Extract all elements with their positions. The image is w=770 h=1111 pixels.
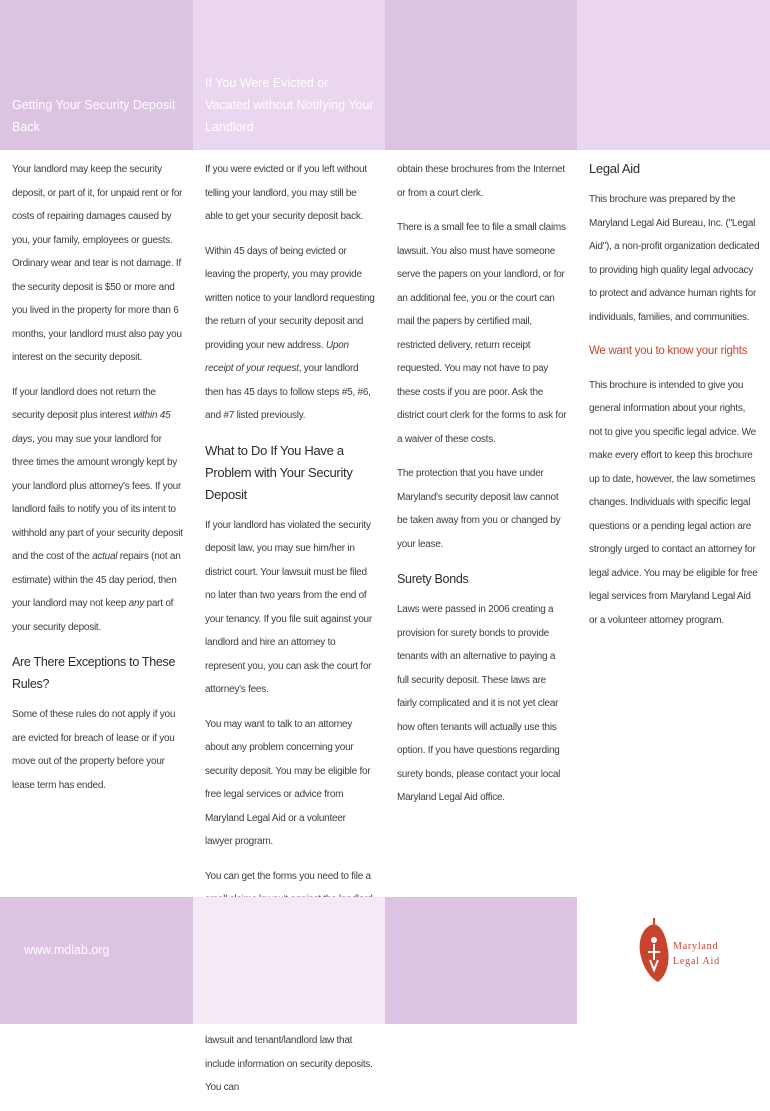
- section-heading: What to Do If You Have a Problem with Your Security Deposit: [205, 442, 353, 502]
- panel-2: [193, 0, 385, 1093]
- text-span: repairs (not an estimate) within the 45 day period, then your landlord may not keep: [12, 551, 181, 609]
- text-span: If your landlord does not return the security deposit plus interest: [12, 386, 156, 421]
- header-band: [0, 0, 193, 150]
- text-span: , your landlord then has 45 days to follow steps #5, #6, and #7 listed previously.: [205, 363, 371, 421]
- footer-band: [385, 897, 577, 1024]
- paragraph: You may want to talk to an attorney about any problem concerning your security deposit. You may be eligible for free legal services or advice from Maryland Legal Aid or a volunteer lawyer program.: [205, 718, 371, 847]
- emphasis: any: [128, 598, 145, 609]
- paragraph: Laws were passed in 2006 creating a provision for surety bonds to provide tenants with an alternative to paying a full security deposit. These laws are fairly complicated and it is not yet clear how often tenants will actually use this option. If you have questions regarding surety bonds, please contact your local Maryland Legal Aid office.: [397, 604, 561, 803]
- panel-4-body: [589, 158, 760, 643]
- panel-1: [0, 0, 193, 1024]
- paragraph: Some of these rules do not apply if you are evicted for breach of lease or if you move out of the property before your lease term has ended.: [12, 709, 176, 791]
- header-band: [577, 0, 770, 150]
- logo-line: Maryland: [673, 941, 719, 952]
- panel-3-body: [397, 158, 567, 821]
- paragraph: The protection that you have under Maryland's security deposit law cannot be taken away from you or changed by your lease.: [397, 468, 561, 550]
- maryland-legal-aid-logo: [636, 916, 756, 986]
- text-span: part of your security deposit.: [12, 598, 174, 633]
- header-band: [193, 0, 385, 150]
- accent-heading: We want you to know your rights: [589, 345, 748, 357]
- emphasis: within 45 days: [12, 410, 171, 445]
- panel-4: [577, 0, 770, 1024]
- footer-band: [0, 897, 193, 1024]
- section-title: Getting Your Security Deposit Back: [12, 98, 176, 134]
- logo-line: Legal Aid: [673, 956, 720, 967]
- website-link[interactable]: www.mdlab.org: [24, 943, 110, 957]
- paragraph: [12, 381, 183, 640]
- paragraph: Your landlord may keep the security deposit, or part of it, for unpaid rent or for costs of repairing damages caused by you, your family, employees or guests. Ordinary wear and tear is not damage. If the security deposit is $50 or more and you lived in the property for more than 6 months, your landlord must also pay you interest on the security deposit.: [12, 164, 183, 363]
- paragraph: If your landlord has violated the security deposit law, you may sue him/her in district court. Your lawsuit must be filed no later than two years from the end of your tenancy. If you file suit against your landlord and hire an attorney to represent you, you can ask the court for attorney's fees.: [205, 519, 372, 695]
- paragraph: There is a small fee to file a small claims lawsuit. You also must have someone serve the papers on your landlord, or for an additional fee, you or the court can mail the papers by certified mail, restricted delivery, return receipt requested. You may not have to pay these costs if you are poor. Ask the district court clerk for the forms to ask for a waiver of these costs.: [397, 222, 567, 445]
- logo-text: [673, 939, 720, 969]
- paragraph: This brochure was prepared by the Maryland Legal Aid Bureau, Inc. ("Legal Aid"), a non-profit organization dedicated to providing high quality legal advocacy to protect and advance human rights for individuals, families, and communities.: [589, 194, 760, 323]
- section-heading: Surety Bonds: [397, 572, 469, 586]
- panel-1-body: [12, 158, 183, 808]
- paragraph: You can get the forms you need to file a lawsuit and tenant/landlord law that include information on security deposits. You can: [205, 870, 373, 1093]
- paragraph: This brochure is intended to give you general information about your rights, not to give you specific legal advice. We make every effort to keep this brochure up to date, however, the law sometimes changes. Individuals with specific legal questions or a pending legal action are strongly urged to contact an attorney for legal advice. You may be eligible for free legal services from Maryland Legal Aid or a volunteer attorney program.: [589, 379, 758, 626]
- text-span: Within 45 days of being evicted or leaving the property, you may provide written notice to your landlord requesting the return of your security deposit and providing your new address.: [205, 245, 375, 351]
- section-heading: Legal Aid: [589, 161, 640, 176]
- header-band: [385, 0, 577, 150]
- section-heading: Are There Exceptions to These Rules?: [12, 655, 176, 691]
- section-title: If You Were Evicted or Vacated without Notifying Your Landlord: [205, 76, 374, 134]
- logo-mark-icon: [636, 916, 672, 986]
- emphasis: Upon receipt of your request: [205, 339, 349, 374]
- paragraph: [205, 240, 375, 428]
- panel-3: [385, 0, 577, 1024]
- paragraph: If you were evicted or if you left without telling your landlord, you may still be able to get your security deposit back.: [205, 164, 367, 222]
- emphasis: actual: [92, 551, 118, 562]
- paragraph: obtain these brochures from the Internet or from a court clerk.: [397, 164, 565, 199]
- footer-band: [193, 897, 385, 1024]
- text-span: , you may sue your landlord for three times the amount wrongly kept by your landlord plus attorney's fees. If your landlord fails to notify you of its intent to withhold any part of your security deposit and the cost of the: [12, 433, 183, 562]
